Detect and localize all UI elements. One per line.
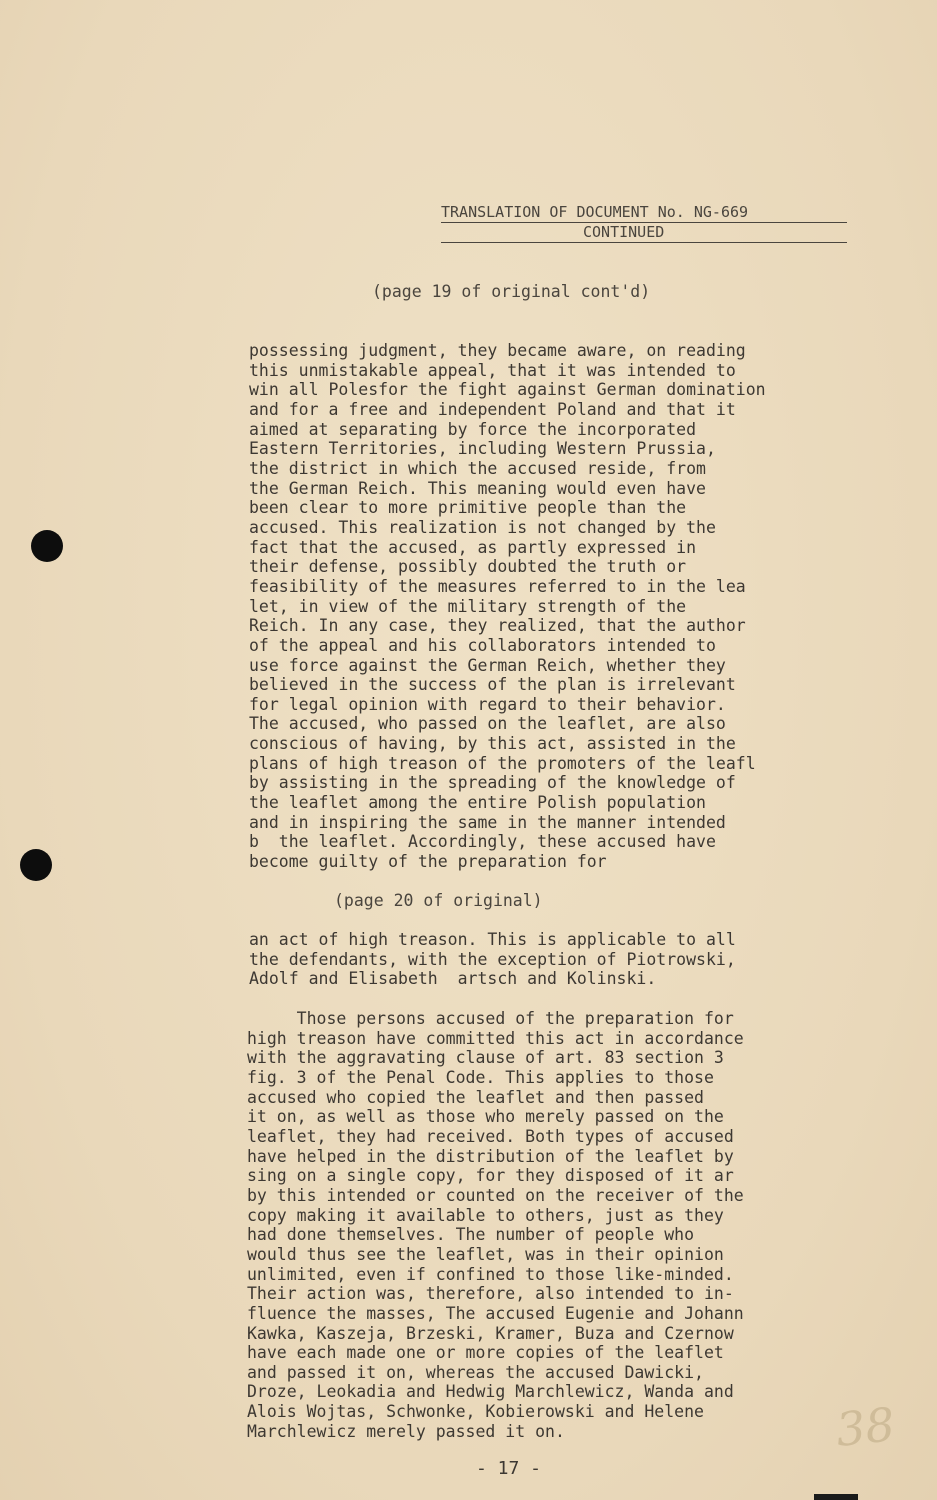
header-continued: CONTINUED: [441, 223, 847, 243]
page-reference-19: (page 19 of original cont'd): [372, 282, 651, 301]
margin-handwriting: 38: [833, 1397, 898, 1457]
body-paragraph-2: an act of high treason. This is applicable to all the defendants, with the exception of Piotrowski, Adolf and Elisabeth artsch and Kolinski.: [249, 930, 736, 989]
page-reference-20: (page 20 of original): [334, 891, 543, 910]
document-header: [441, 204, 847, 243]
punch-hole-bottom: [20, 849, 52, 881]
header-title: TRANSLATION OF DOCUMENT No. NG-669: [441, 204, 847, 223]
punch-hole-top: [31, 530, 63, 562]
page-number: - 17 -: [476, 1458, 542, 1479]
body-paragraph-1: possessing judgment, they became aware, on reading this unmistakable appeal, that it was intended to win all Polesfor the fight against German domination and for a free and independent Poland and that it aimed at separating by force the incorporated Eastern Territories, including Western Prussia, the district in which the accused reside, from the German Reich. This meaning would even have been clear to more primitive people than the accused. This realization is not changed by the fact that the accused, as partly expressed in their defense, possibly doubted the truth or feasibility of the measures referred to in the lea let, in view of the military strength of the Reich. In any case, they realized, that the author of the appeal and his collaborators intended to use force against the German Reich, whether they believed in the success of the plan is irrelevant for legal opinion with regard to their behavior. The accused, who passed on the leaflet, are also conscious of having, by this act, assisted in the plans of high treason of the promoters of the leafl by assisting in the spreading of the knowledge of the leaflet among the entire Polish population and in inspiring the same in the manner intended b the leaflet. Accordingly, these accused have become guilty of the preparation for: [249, 341, 766, 872]
body-paragraph-3: Those persons accused of the preparation for high treason have committed this act in accordance with the aggravating clause of art. 83 section 3 fig. 3 of the Penal Code. This applies to those accused who copied the leaflet and then passed it on, as well as those who merely passed on the leaflet, they had received. Both types of accused have helped in the distribution of the leaflet by sing on a single copy, for they disposed of it ar by this intended or counted on the receiver of the copy making it available to others, just as they had done themselves. The number of people who would thus see the leaflet, was in their opinion unlimited, even if confined to those like-minded. Their action was, therefore, also intended to in- fluence the masses, The accused Eugenie and Johann Kawka, Kaszeja, Brzeski, Kramer, Buza and Czernow have each made one or more copies of the leaflet and passed it on, whereas the accused Dawicki, Droze, Leokadia and Hedwig Marchlewicz, Wanda and Alois Wojtas, Schwonke, Kobierowski and Helene Marchlewicz merely passed it on.: [247, 1009, 744, 1441]
edge-mark: [814, 1494, 858, 1500]
